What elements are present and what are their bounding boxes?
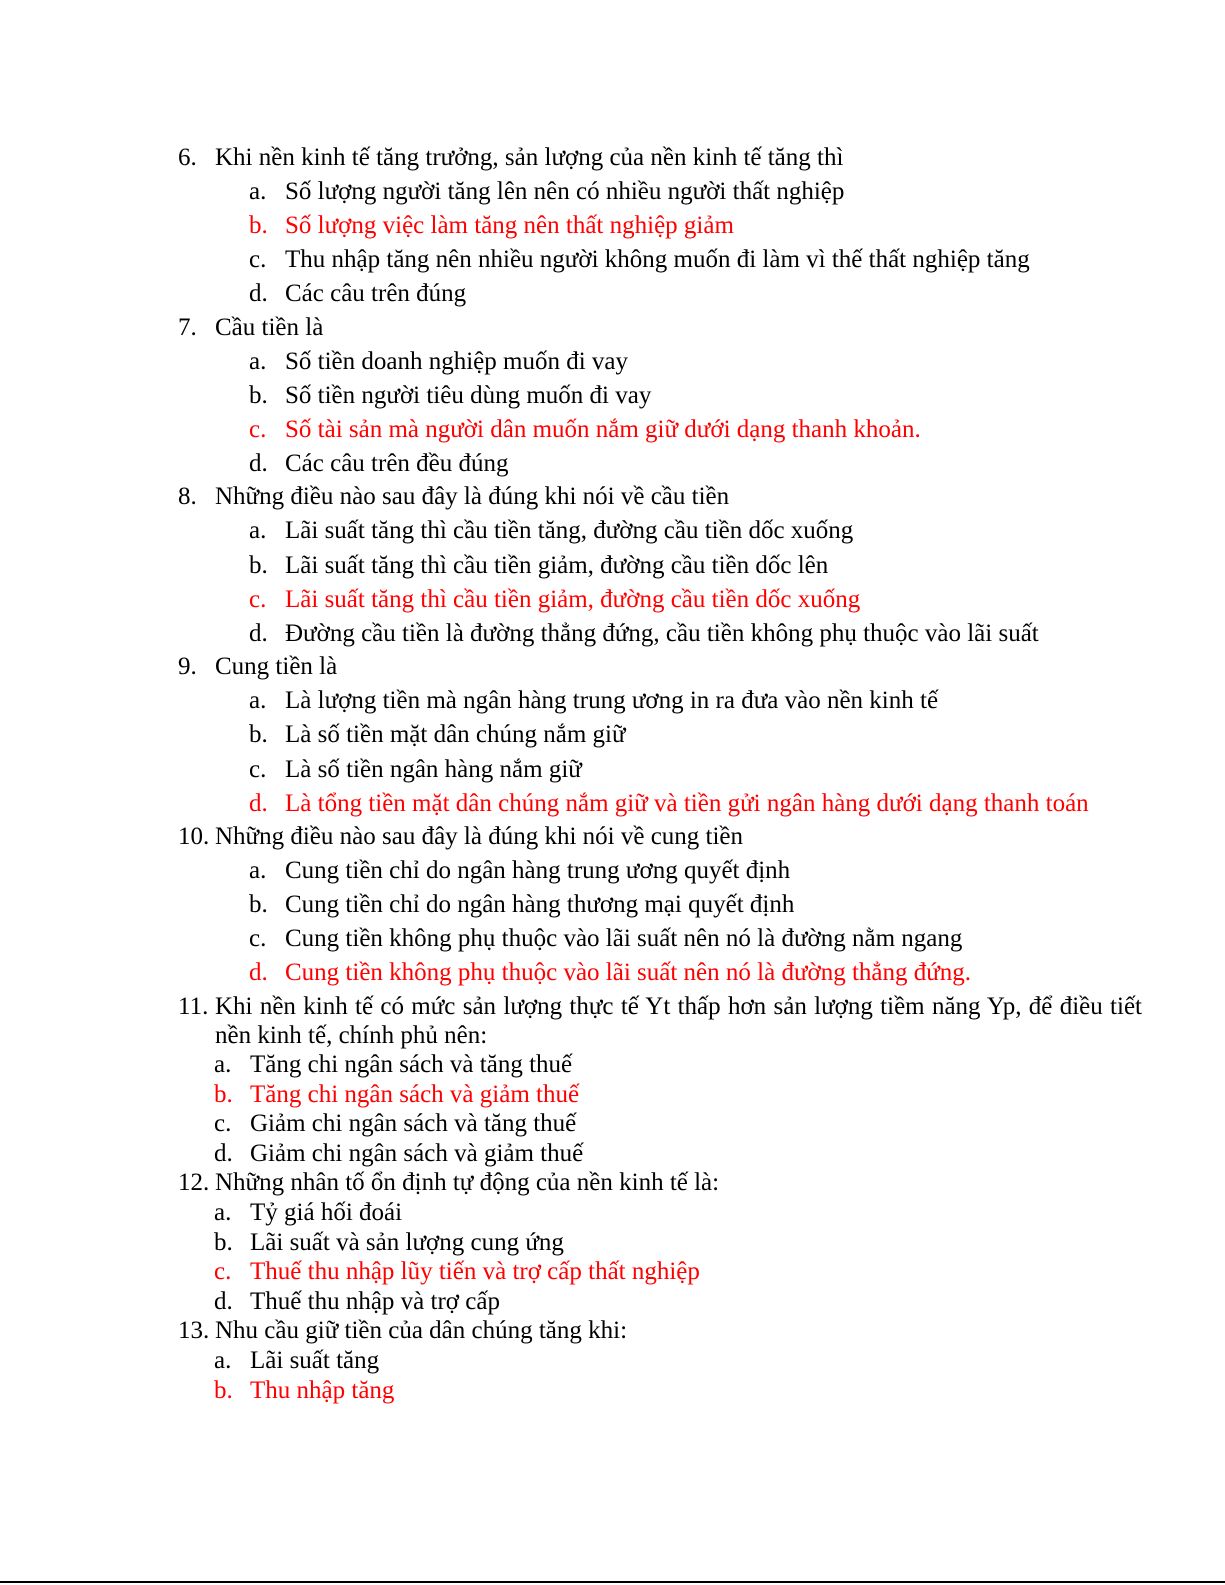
question-number: 13. bbox=[178, 1317, 210, 1344]
question-text: Những nhân tố ổn định tự động của nền kinh tế là: bbox=[215, 1169, 720, 1196]
question-text: Nhu cầu giữ tiền của dân chúng tăng khi: bbox=[215, 1317, 628, 1344]
question-text: Những điều nào sau đây là đúng khi nói về cung tiền bbox=[215, 823, 744, 850]
question-text: Những điều nào sau đây là đúng khi nói về cầu tiền bbox=[215, 483, 730, 510]
question-number: 11. bbox=[178, 993, 209, 1020]
question-number: 6. bbox=[178, 144, 197, 171]
question-number: 12. bbox=[178, 1169, 210, 1196]
question-text: Khi nền kinh tế tăng trưởng, sản lượng của nền kinh tế tăng thì bbox=[215, 144, 844, 171]
page-bottom-border bbox=[0, 1581, 1225, 1583]
question-text: Cung tiền là bbox=[215, 653, 338, 680]
document-page: 6. Khi nền kinh tế tăng trưởng, sản lượng của nền kinh tế tăng thì a. Số lượng người tăng lên nên có nhiều người thất nghiệp b. Số lượng việc làm tăng nên thất nghiệp giảm c. Thu nhập tăng nên nhiều người không muốn đi làm vì thế thất nghiệp tăng d. Các câu trên đúng 7. Cầu tiền là a. Số tiền doanh nghiệp muốn đi vay b. Số tiền người tiêu dùng muốn đi vay c. Số tài sản mà người dân muốn nắm giữ dưới dạng thanh khoản. d. Các câu trên đều đúng 8. Những điều nào sau đây là đúng khi nói về cầu tiền a. Lãi suất tăng thì cầu tiền tăng, đường cầu tiền dốc xuống b. Lãi suất tăng thì cầu tiền giảm, đường cầu tiền dốc lên c. Lãi suất tăng thì cầu tiền giảm, đường cầu tiền dốc xuống d. Đường cầu tiền là đường thẳng đứng, cầu tiền không phụ thuộc vào lãi suất 9. Cung tiền là a. Là lượng tiền mà ngân hàng trung ương in ra đưa vào nền kinh tế b. Là số tiền mặt dân chúng nắm giữ c. Là số tiền ngân hàng nắm giữ d. Là tổng tiền mặt dân chúng nắm giữ và tiền gửi ngân hàng dưới dạng thanh toán 10. Những điều nào sau đây là đúng khi nói về cung tiền a. Cung tiền chỉ do ngân hàng trung ương quyết định b. Cung tiền chỉ do ngân hàng thương mại quyết định c. Cung tiền không phụ thuộc vào lãi suất nên nó là đường nằm ngang d. Cung tiền không phụ thuộc vào lãi suất nên nó là đường thẳng đứng. 11. Khi nền kinh tế có mức sản lượng thực tế Yt thấp hơn sản lượng tiềm năng Yp, để điều tiết nền kinh tế, chính phủ nên: a. Tăng chi ngân sách và tăng thuế b. Tăng chi ngân sách và giảm thuế c. Giảm chi ngân sách và tăng thuế d. Giảm chi ngân sách và giảm thuế 12. Những nhân tố ổn định tự động của nền kinh tế là: a. Tỷ giá hối đoái b. Lãi suất và sản lượng cung ứng c. Thuế thu nhập lũy tiến và trợ cấp thất nghiệp d. Thuế thu nhập và trợ cấp 13. Nhu cầu giữ tiền của dân chúng tăng khi: a. Lãi suất tăng b. Thu nhập tăng bbox=[0, 0, 1225, 1585]
question-number: 10. bbox=[178, 823, 210, 850]
question-text: Cầu tiền là bbox=[215, 314, 324, 341]
question-text: Khi nền kinh tế có mức sản lượng thực tế Yt thấp hơn sản lượng tiềm năng Yp, để điều tiết nền kinh tế, chính phủ nên: bbox=[215, 993, 1142, 1049]
question-number: 7. bbox=[178, 314, 197, 341]
question-number: 8. bbox=[178, 483, 197, 510]
question-number: 9. bbox=[178, 653, 197, 680]
